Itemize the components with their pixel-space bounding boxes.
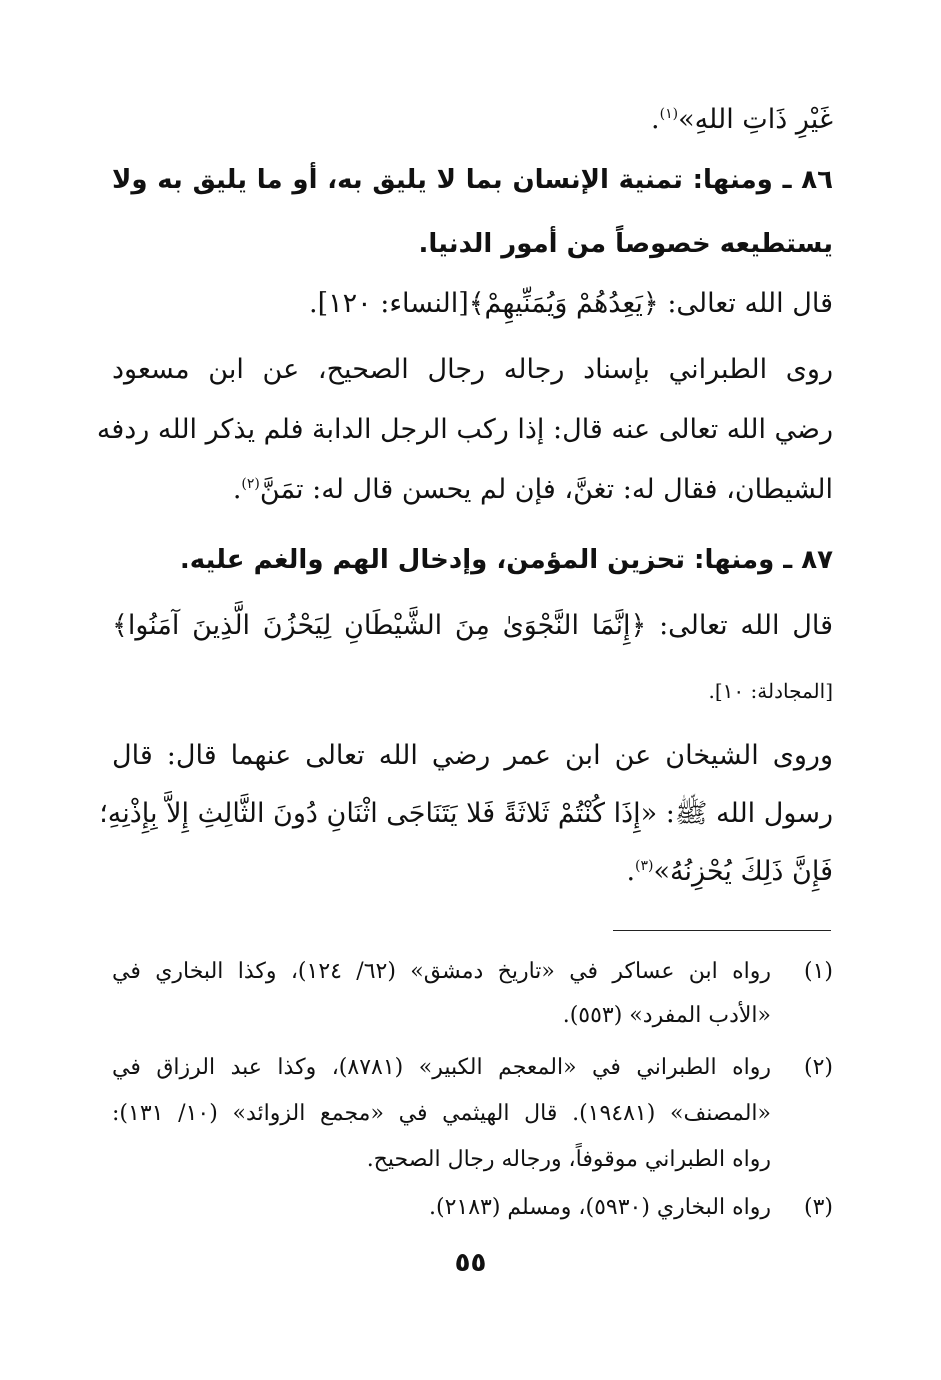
footnote-ref-1: (١)	[659, 106, 679, 122]
footnote-2-line-2	[112, 1096, 833, 1132]
footnote-1-number: (١)	[803, 959, 833, 984]
footnote-2-line-1	[112, 1050, 833, 1086]
line-12-text: رسول الله ﷺ: «إِذَا كُنْتُمْ ثَلاثَةً فَلا يَتَنَاجَى اثْنَانِ دُونَ الثَّالِثِ إِلاَّ بِإِذْنِهِ؛	[99, 798, 833, 829]
line-2-text: ٨٦ ـ ومنها: تمنية الإنسان بما لا يليق به، أو ما يليق به ولا	[112, 165, 833, 195]
section-86-heading-line-2	[112, 224, 833, 264]
footnote-3-number: (٣)	[803, 1195, 833, 1220]
narration-line-3	[112, 470, 833, 510]
footnote-2-text-1: رواه الطبراني في «المعجم الكبير» (٨٧٨١)، وكذا عبد الرزاق في	[112, 1055, 772, 1080]
footnote-2-text-3: رواه الطبراني موقوفاً، ورجاله رجال الصحيح.	[366, 1147, 771, 1172]
quran-quote-nisa	[112, 284, 833, 324]
line-3-text: يستطيعه خصوصاً من أمور الدنيا.	[418, 229, 833, 259]
page-number: ٥٥	[454, 1248, 487, 1278]
footnote-ref-2: (٢)	[241, 476, 260, 492]
text-line-1	[112, 100, 833, 140]
line-1-tail: .	[651, 104, 660, 135]
line-7-tail: .	[232, 474, 242, 505]
line-1-text: غَيْرِ ذَاتِ اللهِ»	[678, 104, 833, 135]
footnote-1-line-1	[112, 954, 833, 990]
line-13-text: فَإِنَّ ذَلِكَ يُحْزِنُهُ»	[653, 856, 833, 887]
footnote-2-number: (٢)	[803, 1055, 833, 1080]
footnote-2-line-3	[112, 1142, 833, 1178]
line-10-text: [المجادلة: ١٠].	[708, 679, 833, 703]
footnote-1-line-2	[112, 998, 833, 1034]
narration-line-2	[96, 410, 833, 450]
line-11-text: وروى الشيخان عن ابن عمر رضي الله تعالى عنهما قال: قال	[112, 740, 833, 771]
footnote-3-line-1	[112, 1190, 833, 1226]
line-4-text: قال الله تعالى: ﴿يَعِدُهُمْ وَيُمَنِّيهِمْ﴾[النساء: ١٢٠].	[309, 288, 833, 319]
narration-line-1	[112, 350, 833, 390]
section-86-heading-line-1	[112, 160, 833, 200]
footnote-3-text-1: رواه البخاري (٥٩٣٠)، ومسلم (٢١٨٣).	[429, 1195, 771, 1220]
line-6-text: رضي الله تعالى عنه قال: إذا ركب الرجل الدابة فلم يذكر الله ردفه	[96, 414, 833, 445]
line-7-text: الشيطان، فقال له: تغنَّ، فإن لم يحسن قال له: تمَنَّ	[259, 474, 833, 505]
section-87-heading	[112, 540, 833, 580]
quran-reference-mujadila	[112, 676, 833, 706]
hadith-line-1	[112, 736, 833, 776]
footnote-divider	[613, 930, 831, 931]
quran-quote-mujadila	[112, 606, 833, 646]
line-5-text: روى الطبراني بإسناد رجاله رجال الصحيح، عن ابن مسعود	[112, 354, 833, 385]
line-8-text: ٨٧ ـ ومنها: تحزين المؤمن، وإدخال الهم والغم عليه.	[179, 545, 833, 575]
footnote-2-text-2: «المصنف» (١٩٤٨١). قال الهيثمي في «مجمع الزوائد» (١٠/ ١٣١):	[112, 1101, 771, 1126]
hadith-line-3	[112, 852, 833, 892]
footnote-1-text-1: رواه ابن عساكر في «تاريخ دمشق» (٦٢/ ١٢٤)، وكذا البخاري في	[112, 959, 771, 984]
hadith-line-2	[99, 794, 833, 834]
footnote-ref-3: (٣)	[635, 858, 654, 874]
line-9-text: قال الله تعالى: ﴿إِنَّمَا النَّجْوَىٰ مِنَ الشَّيْطَانِ لِيَحْزُنَ الَّذِينَ آمَنُوا﴾	[112, 610, 833, 641]
line-13-tail: .	[626, 856, 636, 887]
footnote-1-text-2: «الأدب المفرد» (٥٥٣).	[562, 1003, 771, 1028]
